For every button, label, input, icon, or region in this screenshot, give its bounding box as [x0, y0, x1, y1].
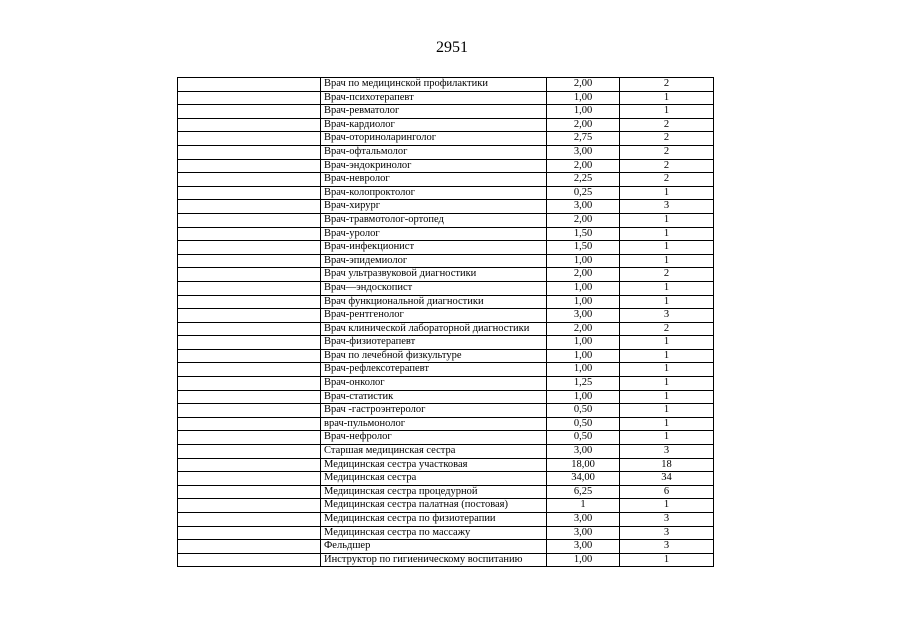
table-row [178, 132, 714, 146]
empty-cell [178, 132, 321, 146]
table-row [178, 186, 714, 200]
table-row [178, 485, 714, 499]
empty-cell [178, 91, 321, 105]
staff-units-cell: 1,00 [547, 553, 620, 567]
empty-cell [178, 553, 321, 567]
table-row [178, 159, 714, 173]
table-row [178, 91, 714, 105]
table-row [178, 268, 714, 282]
staff-count-cell: 1 [620, 227, 714, 241]
table-row [178, 254, 714, 268]
staff-count-cell: 1 [620, 417, 714, 431]
table-row [178, 322, 714, 336]
staff-units-cell: 1,00 [547, 105, 620, 119]
position-name-cell: Врач-уролог [321, 227, 547, 241]
table-row [178, 105, 714, 119]
staff-count-cell: 3 [620, 526, 714, 540]
table-row [178, 173, 714, 187]
staff-units-cell: 3,00 [547, 445, 620, 459]
position-name-cell: Врач-психотерапевт [321, 91, 547, 105]
page-number: 2951 [436, 39, 468, 56]
staff-count-cell: 18 [620, 458, 714, 472]
staff-units-cell: 1,00 [547, 336, 620, 350]
staff-units-cell: 2,00 [547, 159, 620, 173]
position-name-cell: Инструктор по гигиеническому воспитанию [321, 553, 547, 567]
position-name-cell: Врач функциональной диагностики [321, 295, 547, 309]
table-row [178, 241, 714, 255]
staff-units-cell: 1,00 [547, 390, 620, 404]
staff-count-cell: 1 [620, 390, 714, 404]
empty-cell [178, 458, 321, 472]
staff-units-cell: 3,00 [547, 513, 620, 527]
empty-cell [178, 173, 321, 187]
staff-units-cell: 0,50 [547, 404, 620, 418]
empty-cell [178, 254, 321, 268]
position-name-cell: Врач-травмотолог-ортопед [321, 213, 547, 227]
empty-cell [178, 417, 321, 431]
position-name-cell: Медицинская сестра палатная (постовая) [321, 499, 547, 513]
staff-count-cell: 1 [620, 349, 714, 363]
staff-units-cell: 2,00 [547, 118, 620, 132]
staff-count-cell: 1 [620, 363, 714, 377]
empty-cell [178, 105, 321, 119]
table-row [178, 499, 714, 513]
table-row [178, 118, 714, 132]
position-name-cell: Медицинская сестра участковая [321, 458, 547, 472]
empty-cell [178, 513, 321, 527]
position-name-cell: Врач-рефлексотерапевт [321, 363, 547, 377]
table-row [178, 417, 714, 431]
table-row [178, 445, 714, 459]
staff-units-cell: 1,50 [547, 227, 620, 241]
staff-count-cell: 1 [620, 186, 714, 200]
empty-cell [178, 363, 321, 377]
staff-count-cell: 1 [620, 377, 714, 391]
empty-cell [178, 499, 321, 513]
position-name-cell: Врач-невролог [321, 173, 547, 187]
position-name-cell: Врач-нефролог [321, 431, 547, 445]
empty-cell [178, 268, 321, 282]
position-name-cell: Врач—эндоскопист [321, 281, 547, 295]
staff-units-cell: 1,00 [547, 91, 620, 105]
staff-count-cell: 34 [620, 472, 714, 486]
staff-units-cell: 34,00 [547, 472, 620, 486]
staff-count-cell: 2 [620, 118, 714, 132]
staff-count-cell: 3 [620, 540, 714, 554]
staff-units-cell: 1,50 [547, 241, 620, 255]
table-row [178, 309, 714, 323]
staff-units-cell: 2,00 [547, 322, 620, 336]
staff-count-cell: 1 [620, 254, 714, 268]
table-row [178, 78, 714, 92]
empty-cell [178, 322, 321, 336]
empty-cell [178, 295, 321, 309]
staff-units-cell: 1,00 [547, 254, 620, 268]
staff-units-cell: 0,50 [547, 431, 620, 445]
empty-cell [178, 200, 321, 214]
position-name-cell: Врач по медицинской профилактики [321, 78, 547, 92]
table-row [178, 458, 714, 472]
position-name-cell: Врач-кардиолог [321, 118, 547, 132]
empty-cell [178, 485, 321, 499]
position-name-cell: Врач-ревматолог [321, 105, 547, 119]
position-name-cell: Старшая медицинская сестра [321, 445, 547, 459]
empty-cell [178, 118, 321, 132]
position-name-cell: Врач-эпидемиолог [321, 254, 547, 268]
empty-cell [178, 281, 321, 295]
table-row [178, 213, 714, 227]
staff-count-cell: 6 [620, 485, 714, 499]
empty-cell [178, 404, 321, 418]
table-row [178, 200, 714, 214]
staff-units-cell: 1,25 [547, 377, 620, 391]
staff-count-cell: 3 [620, 513, 714, 527]
table-row [178, 281, 714, 295]
position-name-cell: Врач-хирург [321, 200, 547, 214]
staff-count-cell: 1 [620, 336, 714, 350]
empty-cell [178, 445, 321, 459]
empty-cell [178, 390, 321, 404]
staff-table [177, 77, 714, 567]
staff-count-cell: 2 [620, 159, 714, 173]
staff-units-cell: 18,00 [547, 458, 620, 472]
empty-cell [178, 349, 321, 363]
position-name-cell: Врач-физиотерапевт [321, 336, 547, 350]
position-name-cell: врач-пульмонолог [321, 417, 547, 431]
staff-count-cell: 2 [620, 145, 714, 159]
staff-units-cell: 3,00 [547, 540, 620, 554]
position-name-cell: Врач-инфекционист [321, 241, 547, 255]
staff-units-cell: 2,75 [547, 132, 620, 146]
empty-cell [178, 431, 321, 445]
position-name-cell: Врач-онколог [321, 377, 547, 391]
empty-cell [178, 540, 321, 554]
table-body [178, 78, 714, 567]
empty-cell [178, 526, 321, 540]
position-name-cell: Врач по лечебной физкультуре [321, 349, 547, 363]
table-row [178, 336, 714, 350]
staff-count-cell: 2 [620, 268, 714, 282]
staff-count-cell: 1 [620, 213, 714, 227]
position-name-cell: Медицинская сестра по физиотерапии [321, 513, 547, 527]
staff-units-cell: 3,00 [547, 200, 620, 214]
position-name-cell: Врач-колопроктолог [321, 186, 547, 200]
position-name-cell: Врач-рентгенолог [321, 309, 547, 323]
position-name-cell: Врач-офтальмолог [321, 145, 547, 159]
table-row [178, 390, 714, 404]
empty-cell [178, 227, 321, 241]
staff-units-cell: 3,00 [547, 145, 620, 159]
position-name-cell: Врач-статистик [321, 390, 547, 404]
staff-units-cell: 1 [547, 499, 620, 513]
table-row [178, 526, 714, 540]
staff-count-cell: 1 [620, 241, 714, 255]
staff-count-cell: 1 [620, 91, 714, 105]
table-row [178, 227, 714, 241]
position-name-cell: Врач -гастроэнтеролог [321, 404, 547, 418]
staff-count-cell: 3 [620, 200, 714, 214]
staff-count-cell: 3 [620, 445, 714, 459]
table-row [178, 513, 714, 527]
position-name-cell: Врач клинической лабораторной диагностики [321, 322, 547, 336]
staff-units-cell: 6,25 [547, 485, 620, 499]
table-row [178, 431, 714, 445]
position-name-cell: Медицинская сестра процедурной [321, 485, 547, 499]
staff-units-cell: 3,00 [547, 309, 620, 323]
empty-cell [178, 213, 321, 227]
staff-units-cell: 1,00 [547, 349, 620, 363]
staff-units-cell: 2,00 [547, 213, 620, 227]
staff-count-cell: 2 [620, 132, 714, 146]
staff-count-cell: 3 [620, 309, 714, 323]
position-name-cell: Медицинская сестра по массажу [321, 526, 547, 540]
staff-units-cell: 1,00 [547, 295, 620, 309]
staff-count-cell: 1 [620, 553, 714, 567]
staff-units-cell: 3,00 [547, 526, 620, 540]
staff-units-cell: 2,25 [547, 173, 620, 187]
table-row [178, 540, 714, 554]
staff-units-cell: 0,50 [547, 417, 620, 431]
staff-count-cell: 2 [620, 322, 714, 336]
position-name-cell: Врач-эндокринолог [321, 159, 547, 173]
table-row [178, 472, 714, 486]
position-name-cell: Врач-оториноларинголог [321, 132, 547, 146]
staff-count-cell: 2 [620, 173, 714, 187]
staff-units-cell: 2,00 [547, 78, 620, 92]
empty-cell [178, 241, 321, 255]
staff-units-cell: 2,00 [547, 268, 620, 282]
staff-count-cell: 2 [620, 78, 714, 92]
empty-cell [178, 145, 321, 159]
table-row [178, 404, 714, 418]
empty-cell [178, 78, 321, 92]
table-row [178, 145, 714, 159]
table-row [178, 349, 714, 363]
position-name-cell: Врач ультразвуковой диагностики [321, 268, 547, 282]
position-name-cell: Фельдшер [321, 540, 547, 554]
staff-units-cell: 1,00 [547, 363, 620, 377]
table-row [178, 363, 714, 377]
empty-cell [178, 472, 321, 486]
staff-count-cell: 1 [620, 499, 714, 513]
empty-cell [178, 336, 321, 350]
empty-cell [178, 309, 321, 323]
staff-units-cell: 1,00 [547, 281, 620, 295]
position-name-cell: Медицинская сестра [321, 472, 547, 486]
staff-count-cell: 1 [620, 281, 714, 295]
empty-cell [178, 159, 321, 173]
empty-cell [178, 377, 321, 391]
empty-cell [178, 186, 321, 200]
staff-count-cell: 1 [620, 295, 714, 309]
table-row [178, 553, 714, 567]
staff-units-cell: 0,25 [547, 186, 620, 200]
table-row [178, 295, 714, 309]
staff-count-cell: 1 [620, 404, 714, 418]
staff-count-cell: 1 [620, 431, 714, 445]
staff-count-cell: 1 [620, 105, 714, 119]
table-row [178, 377, 714, 391]
